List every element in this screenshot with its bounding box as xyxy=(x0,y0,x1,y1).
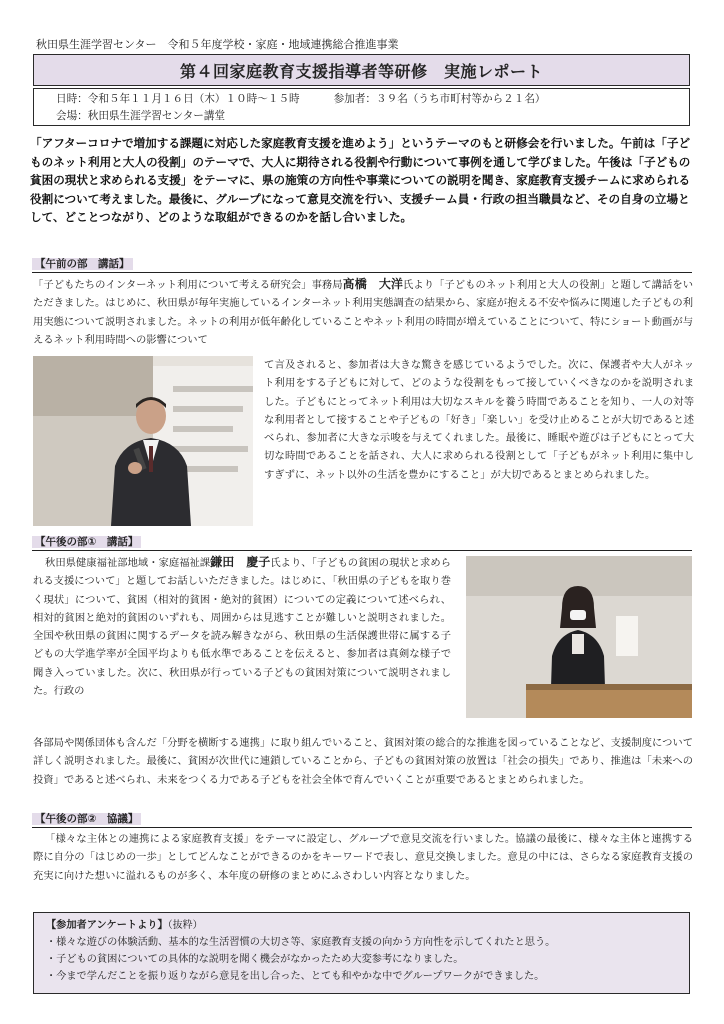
survey-heading: 【参加者アンケートより】 xyxy=(46,920,168,931)
venue-row xyxy=(56,108,689,125)
afternoon2-heading xyxy=(32,813,692,828)
afternoon1-text-bottom: 各部局や関係団体も含んだ「分野を横断する連携」に取り組んでいること、貧困対策の総合的な推進を図っていることなど、支援制度について詳しく説明されました。最後に、貧困が次世代に連鎖していることから、子どもの貧困対策の放置は「社会の損失」であり、推進は「未来への投資」であると述べられ、未来をつくる力である子どもを社会全体で育んでいくことが重要であるとまとめられました。 xyxy=(33,737,693,786)
participants-label: 参加者： xyxy=(333,93,377,105)
afternoon1-text-pre: 秋田県健康福祉部地域・家庭福祉課 xyxy=(45,557,211,569)
survey-item: ・様々な遊びの体験活動、基本的な生活習慣の大切さ等、家庭教育支援の向かう方向性を示してくれたと思う。 xyxy=(46,937,556,948)
afternoon1-text-side xyxy=(33,553,451,700)
afternoon1-heading-text: 【午後の部① 講話】 xyxy=(32,536,141,548)
intro-paragraph: 「アフターコロナで増加する課題に対応した家庭教育支援を進めよう」というテーマのもと研修会を行いました。午前は「子どものネット利用と大人の役割」のテーマで、大人に期待される役割や行動について事例を通して学びました。午後は「子どもの貧困の現状と求められる支援」をテーマに、県の施策の方向性や事業についての説明を聞き、家庭教育支援チームに求められる役割について考えました。最後に、グループになって意見交流を行い、支援チーム員・行政の担当職員など、その自身の立場として、どことつながり、どのような取組ができるのかを話し合いました。 xyxy=(30,136,691,224)
afternoon2-heading-text: 【午後の部② 協議】 xyxy=(32,813,141,825)
datetime-value: 令和５年１１月１６日（木）１０時～１５時 xyxy=(87,93,300,105)
survey-note: （抜粋） xyxy=(167,920,203,931)
afternoon1-photo-illustration xyxy=(466,556,692,718)
afternoon1-speaker-photo xyxy=(466,556,692,718)
afternoon1-speaker-name: 鎌田 慶子 xyxy=(210,555,271,569)
organization-line: 秋田県生涯学習センター 令和５年度学校・家庭・地域連携総合推進事業 xyxy=(36,38,399,51)
morning-heading xyxy=(32,258,692,273)
title-banner xyxy=(33,54,690,86)
afternoon1-heading xyxy=(32,536,692,551)
survey-item: ・今まで学んだことを振り返りながら意見を出し合った、とても和やかな中でグループワークができました。 xyxy=(46,971,545,982)
venue-label: 会場： xyxy=(56,110,88,122)
participants-value: ３９名（うち市町村等から２１名） xyxy=(376,93,546,105)
morning-photo-illustration xyxy=(33,356,253,526)
datetime-row xyxy=(56,91,689,108)
afternoon1-text-main: 氏より、「子どもの貧困の現状と求められる支援について」と題してお話しいただきました。はじめに、「秋田県の子どもを取り巻く現状」について、貧困（相対的貧困・絶対的貧困）についての定義について述べられ、相対的貧困と絶対的貧困のいずれも、周囲からは見逃すことが難しいと説明されました。全国や秋田県の貧困に関するデータを読み解きながら、秋田県の生活保護世帯に属する子どもの大学進学率が全国平均よりも低水準であることを伝えると、参加者は真剣な様子で聞き入っていました。次に、秋田県が行っている子どもの貧困対策について説明されました。行政の xyxy=(33,557,451,698)
page-title: 第４回家庭教育支援指導者等研修 実施レポート xyxy=(179,61,543,81)
morning-speaker-photo xyxy=(33,356,253,526)
datetime-label: 日時： xyxy=(56,93,88,105)
survey-item: ・子どもの貧困についての具体的な説明を聞く機会がなかったため大変参考になりました。 xyxy=(46,954,464,965)
survey-heading-row xyxy=(46,917,679,934)
survey-box xyxy=(33,912,690,994)
afternoon2-text: 「様々な主体との連携による家庭教育支援」をテーマに設定し、グループで意見交流を行いました。協議の最後に、様々な主体と連携する際に自分の「はじめの一歩」としてどんなことができるのかをキーワードで表し、意見交換しました。意見の中には、さらなる家庭教育支援の充実に向けた想いに溢れるものが多く、本年度の研修のまとめにふさわしい内容となりました。 xyxy=(33,833,693,882)
morning-speaker-name: 髙橋 大洋 xyxy=(342,277,403,291)
morning-text-side: て言及されると、参加者は大きな驚きを感じているようでした。次に、保護者や大人がネット利用をする子どもに対して、どのような役割をもって接していくべきなのかを説明されました。子どもにとってネット利用は大切なスキルを養う時間であることを知り、一人の対等な利用者として接することや子どもの「好き」「楽しい」を受け止めることが大切であると述べられ、参加者に大きな示唆を与えてくれました。最後に、睡眠や遊びは子どもにとって大切な時間であることを話され、大人に求められる役割として「子どもがネット利用に集中しすぎずに、ネット以外の生活を豊かにすること」が大切であるとまとめられました。 xyxy=(264,359,694,481)
venue-value: 秋田県生涯学習センター講堂 xyxy=(87,110,226,122)
morning-text-pre: 「子どもたちのインターネット利用について考える研究会」事務局 xyxy=(33,279,343,291)
morning-text-main: 氏より「子どものネット利用と大人の役割」と題して講話をいただきました。はじめに、秋田県が毎年実施しているインターネット利用実態調査の結果から、家庭が抱える不安や悩みに関連した子どもの利用実態について説明されました。ネットの利用が低年齢化していることやネット利用の時間が増えていることについて、特にショート動画が与えるネット利用時間への影響について xyxy=(33,279,693,346)
morning-text-top xyxy=(33,275,693,349)
event-info-box xyxy=(33,88,690,126)
morning-heading-text: 【午前の部 講話】 xyxy=(32,258,133,270)
